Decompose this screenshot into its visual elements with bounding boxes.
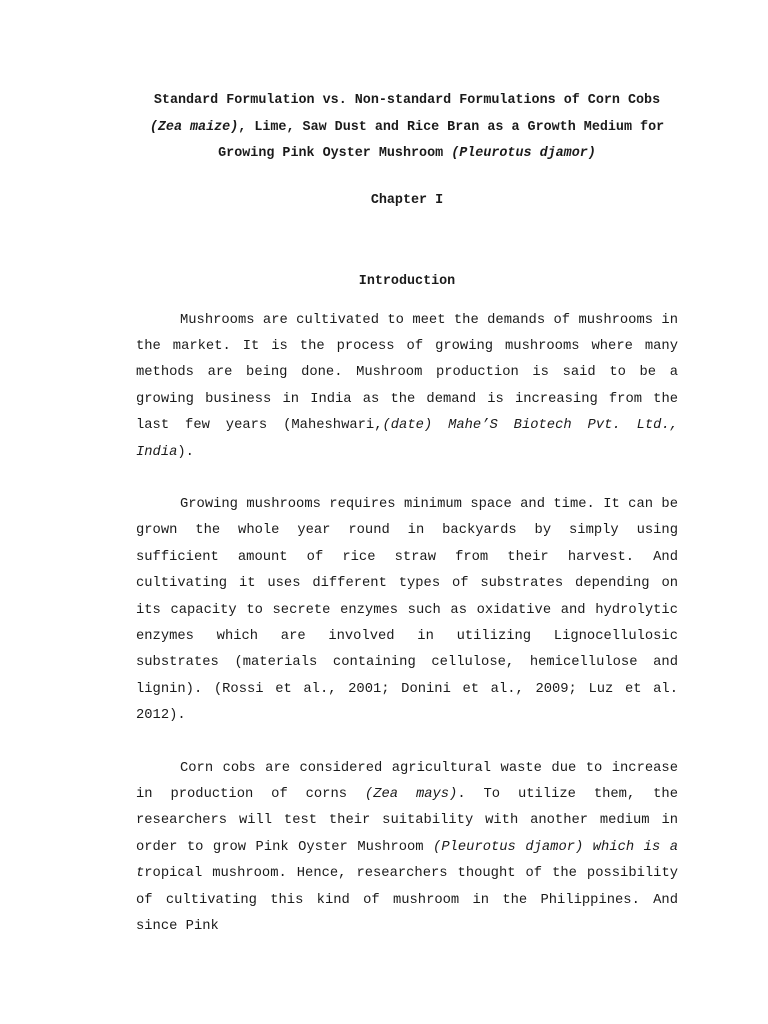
paragraph-3-text-3: ropical mushroom. Hence, researchers thought of the possibility of cultivating this kind of mushroom in the Philippines. And since Pink [136,866,678,935]
document-page [136,88,678,940]
paragraph-1-italic: (date) Mahe’S Biotech Pvt. Ltd., India [136,418,678,460]
paragraph-3-text-2: . To utilize them, the researchers will test their suitability with another medium in order to grow Pink Oyster Mushroom [136,787,678,855]
document-title [136,88,678,168]
title-italic-1: (Zea maize) [149,119,239,135]
paragraph-2-text: Growing mushrooms requires minimum space and time. It can be grown the whole year round in backyards by simply using sufficient amount of rice straw from their harvest. And cultivating it uses different types of substrates depending on its capacity to secrete enzymes such as oxidative and hydrolytic enzymes which are involved in utilizing Lignocellulosic substrates (materials containing cellulose, hemicellulose and lignin). (Rossi et al., 2001; Donini et al., 2009; Luz et al. 2012). [136,496,678,724]
paragraph-1 [136,308,678,466]
paragraph-3-italic-2: (Pleurotus djamor) which is a t [136,839,678,882]
paragraph-2 [136,492,678,730]
paragraph-3 [136,756,678,941]
paragraph-3-italic-1: (Zea mays) [364,787,458,802]
title-text-1: Standard Formulation vs. Non-standard Formulations of Corn Cobs [153,93,661,108]
title-text-2: , Lime, Saw Dust and Rice Bran as a Growth Medium for Growing Pink Oyster Mushroom [218,119,665,161]
paragraph-1-text: Mushrooms are cultivated to meet the demands of mushrooms in the market. It is the process of growing mushrooms where many methods are being done. Mushroom production is said to be a growing business in India as the demand is increasing from the last few years (Maheshwari, [136,312,678,434]
paragraph-3-text-1: Corn cobs are considered agricultural waste due to increase in production of corns [136,760,678,802]
section-heading: Introduction [358,273,456,289]
paragraph-1-end: ). [177,444,194,460]
title-italic-2: (Pleurotus djamor) [451,146,596,161]
chapter-heading: Chapter I [370,192,444,208]
